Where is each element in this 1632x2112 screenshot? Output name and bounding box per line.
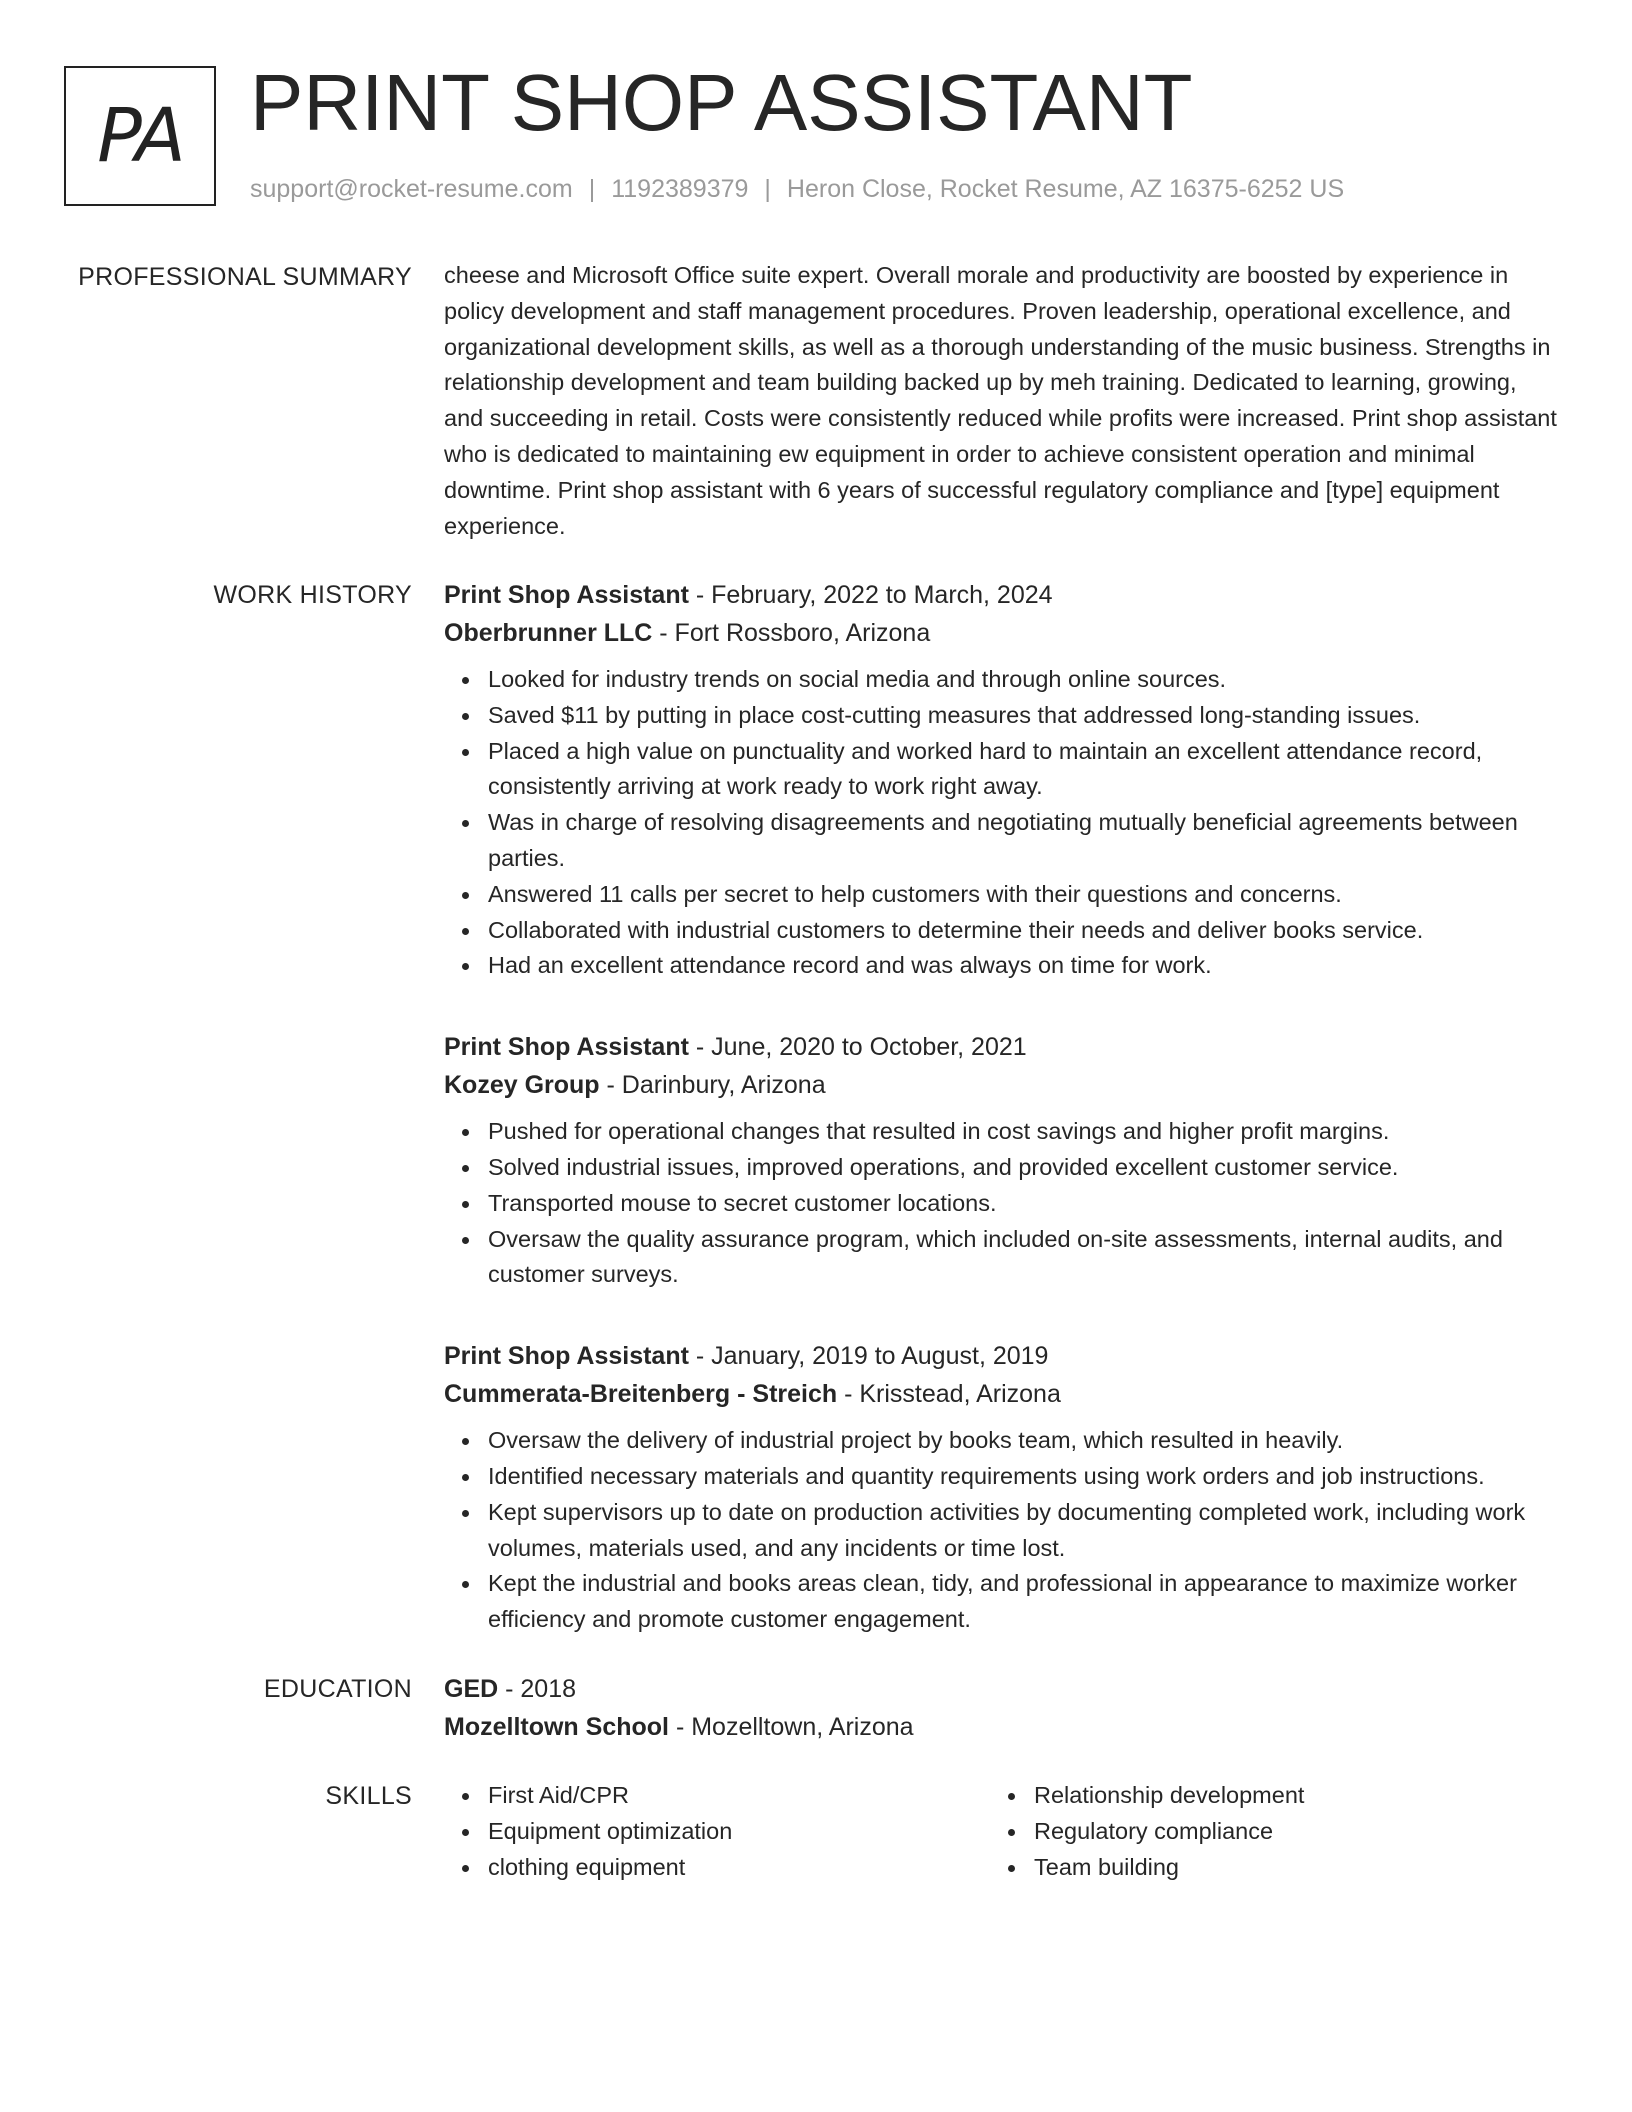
skills-label: SKILLS [325, 1782, 412, 1810]
education-year: - 2018 [498, 1675, 577, 1703]
job-bullet: Saved $11 by putting in place cost-cutting measures that addressed long-standing issues. [488, 698, 1560, 734]
job-company: Oberbrunner LLC [444, 619, 653, 647]
job-location: - Darinbury, Arizona [599, 1071, 826, 1100]
contact-email: support@rocket-resume.com [250, 175, 573, 203]
job-bullet: Had an excellent attendance record and was always on time for work. [488, 948, 1560, 984]
job-location: - Krisstead, Arizona [837, 1380, 1061, 1409]
education-degree: GED [444, 1675, 499, 1703]
skill-item: First Aid/CPR [488, 1778, 964, 1814]
job-bullet: Kept the industrial and books areas clean, tidy, and professional in appearance to maximize worker efficiency and promote customer engagement. [488, 1566, 1560, 1638]
job-bullet: Kept supervisors up to date on production activities by documenting completed work, including work volumes, materials used, and any incidents or time lost. [488, 1495, 1560, 1567]
contact-address: Heron Close, Rocket Resume, AZ 16375-6252 US [786, 175, 1345, 203]
skill-item: clothing equipment [488, 1850, 964, 1886]
skills-column-left [444, 1778, 964, 1885]
job-title: Print Shop Assistant [444, 581, 689, 609]
work-history-body [444, 576, 1560, 1682]
summary-label: PROFESSIONAL SUMMARY [78, 263, 412, 291]
skill-item: Regulatory compliance [1034, 1814, 1510, 1850]
job-bullet: Solved industrial issues, improved operations, and provided excellent customer service. [488, 1150, 1560, 1186]
job-title: Print Shop Assistant [444, 1342, 689, 1371]
job-bullet: Oversaw the delivery of industrial project by books team, which resulted in heavily. [488, 1423, 1560, 1459]
job-bullet-list [444, 1423, 1560, 1638]
skills-list [444, 1778, 964, 1885]
education-school: Mozelltown School [444, 1713, 669, 1741]
job-bullet-list [444, 1114, 1560, 1293]
job-title-line [444, 1337, 1560, 1375]
summary-body [444, 258, 1560, 544]
education-label: EDUCATION [263, 1675, 412, 1703]
job-dates: - June, 2020 to October, 2021 [688, 1033, 1027, 1062]
job-title-line [444, 1028, 1560, 1066]
monogram-initials: PA [97, 93, 183, 179]
contact-separator: | [588, 175, 596, 203]
education-degree-line [444, 1670, 1560, 1708]
job-company-line [444, 614, 1560, 652]
education-location: - Mozelltown, Arizona [669, 1713, 914, 1741]
job-company: Cummerata-Breitenberg - Streich [444, 1380, 838, 1409]
job-bullet-list [444, 662, 1560, 984]
job-bullet: Looked for industry trends on social media and through online sources. [488, 662, 1560, 698]
skills-list [990, 1778, 1510, 1885]
skill-item: Team building [1034, 1850, 1510, 1886]
education-school-line [444, 1708, 1560, 1746]
education-body [444, 1670, 1560, 1746]
resume-name: PRINT SHOP ASSISTANT [250, 58, 1193, 147]
skill-item: Equipment optimization [488, 1814, 964, 1850]
job-bullet: Transported mouse to secret customer locations. [488, 1186, 1560, 1222]
job-entry [444, 1337, 1560, 1638]
job-location: - Fort Rossboro, Arizona [652, 619, 931, 647]
job-company: Kozey Group [444, 1071, 600, 1100]
job-bullet: Oversaw the quality assurance program, which included on-site assessments, internal audits, and customer surveys. [488, 1222, 1560, 1294]
job-dates: - January, 2019 to August, 2019 [688, 1342, 1049, 1371]
skills-body [444, 1778, 1560, 1898]
contact-separator: | [764, 175, 771, 203]
job-title: Print Shop Assistant [444, 1033, 689, 1062]
work-history-label: WORK HISTORY [213, 581, 412, 609]
contact-line [250, 174, 1344, 204]
skill-item: Relationship development [1034, 1778, 1510, 1814]
job-dates: - February, 2022 to March, 2024 [688, 581, 1053, 609]
job-bullet: Answered 11 calls per secret to help customers with their questions and concerns. [488, 877, 1560, 913]
job-entry [444, 1028, 1560, 1293]
job-title-line [444, 576, 1560, 614]
job-company-line [444, 1375, 1560, 1413]
contact-phone: 1192389379 [611, 175, 749, 203]
job-bullet: Identified necessary materials and quantity requirements using work orders and job instructions. [488, 1459, 1560, 1495]
job-bullet: Placed a high value on punctuality and worked hard to maintain an excellent attendance record, consistently arriving at work ready to work right away. [488, 734, 1560, 806]
job-entry [444, 576, 1560, 984]
job-bullet: Was in charge of resolving disagreements and negotiating mutually beneficial agreements between parties. [488, 805, 1560, 877]
summary-text: cheese and Microsoft Office suite expert. Overall morale and productivity are boosted by experience in policy development and staff management procedures. Proven leadership, operational excellence, and organizational development skills, as well as a thorough understanding of the music business. Strengths in relationship development and team building backed up by meh training. Dedicated to learning, growing, and succeeding in retail. Costs were consistently reduced while profits were increased. Print shop assistant who is dedicated to maintaining ew equipment in order to achieve consistent operation and minimal downtime. Print shop assistant with 6 years of successful regulatory compliance and [type] equipment experience. [444, 262, 1557, 539]
job-company-line [444, 1066, 1560, 1104]
job-bullet: Collaborated with industrial customers to determine their needs and deliver books service. [488, 913, 1560, 949]
monogram-logo [64, 66, 216, 206]
skills-column-right [990, 1778, 1510, 1885]
job-bullet: Pushed for operational changes that resulted in cost savings and higher profit margins. [488, 1114, 1560, 1150]
